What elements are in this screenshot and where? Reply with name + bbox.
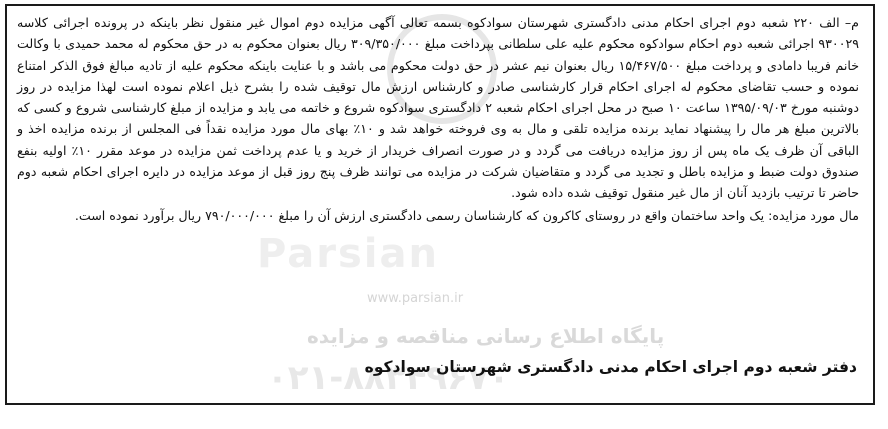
watermark-name: پایگاه اطلاع رسانی مناقصه و مزایده xyxy=(307,324,665,348)
notice-signature: دفتر شعبه دوم اجرای احکام مدنی دادگستری شهرستان سوادکوه xyxy=(364,358,857,376)
watermark-phone: ۰۲۱-۸۸۳۴۹۶۷۰ xyxy=(267,358,510,398)
watermark-brand: Parsian xyxy=(257,231,439,277)
notice-body xyxy=(17,12,859,226)
notice-frame xyxy=(5,4,875,405)
watermark-url: www.parsian.ir xyxy=(367,291,464,306)
notice-main-paragraph: م– الف ۲۲۰ شعبه دوم اجرای احکام مدنی دادگستری شهرستان سوادکوه بسمه تعالی آگهی مزایده دوم اموال غیر منقول نظر باینکه در پرونده اجرائی کلاسه ۹۳۰۰۲۹ اجرائی شعبه دوم احکام سوادکوه محکوم علیه علی سلطانی بپرداخت مبلغ ۳۰۹/۳۵۰/۰۰۰ ریال بعنوان محکوم به در حق محکوم له محمد حمیدی با وکالت خانم فریبا دامادی و پرداخت مبلغ ۱۵/۴۶۷/۵۰۰ ریال بعنوان نیم عشر در حق دولت محکوم می باشد و با عنایت باینکه محکوم علیه از تادیه مبالغ فوق الذکر امتناع نموده و حسب تقاضای محکوم له اجرای احکام قرار کارشناسی صادر و کارشناس ارزش مال توقیف شده را بشرح ذیل اعلام نموده است لهذا مزایده در روز دوشنبه مورخ ۱۳۹۵/۰۹/۰۳ ساعت ۱۰ صبح در محل اجرای احکام شعبه ۲ دادگستری سوادکوه شروع و خاتمه می یابد و مزایده از مبلغ کارشناسی شروع و کسی که بالاترین مبلغ هر مال را پیشنهاد نماید برنده مزایده تلقی و مال به وی فروخته خواهد شد و ۱۰٪ بهای مال مورد مزایده نقداً فی المجلس از برنده مزایده اخذ و الباقی آن ظرف یک ماه پس از روز مزایده دریافت می گردد و در صورت انصراف خریدار از خرید و یا عدم پرداخت ثمن مزایده در موعد مقرر ۱۰٪ اولیه بنفع صندوق دولت ضبط و مزایده باطل و تجدید می گردد و متقاضیان شرکت در مزایده می توانند ظرف پنج روز قبل از موعد مزایده در دایره اجرای احکام شعبه دوم حاضر تا ترتیب بازدید آنان از مال غیر منقول توقیف شده داده شود. xyxy=(17,15,859,201)
notice-property-paragraph: مال مورد مزایده: یک واحد ساختمان واقع در روستای کاکرون که کارشناسان رسمی دادگستری ارزش آن را مبلغ ۷۹۰/۰۰۰/۰۰۰ ریال برآورد نموده است. xyxy=(74,207,859,223)
